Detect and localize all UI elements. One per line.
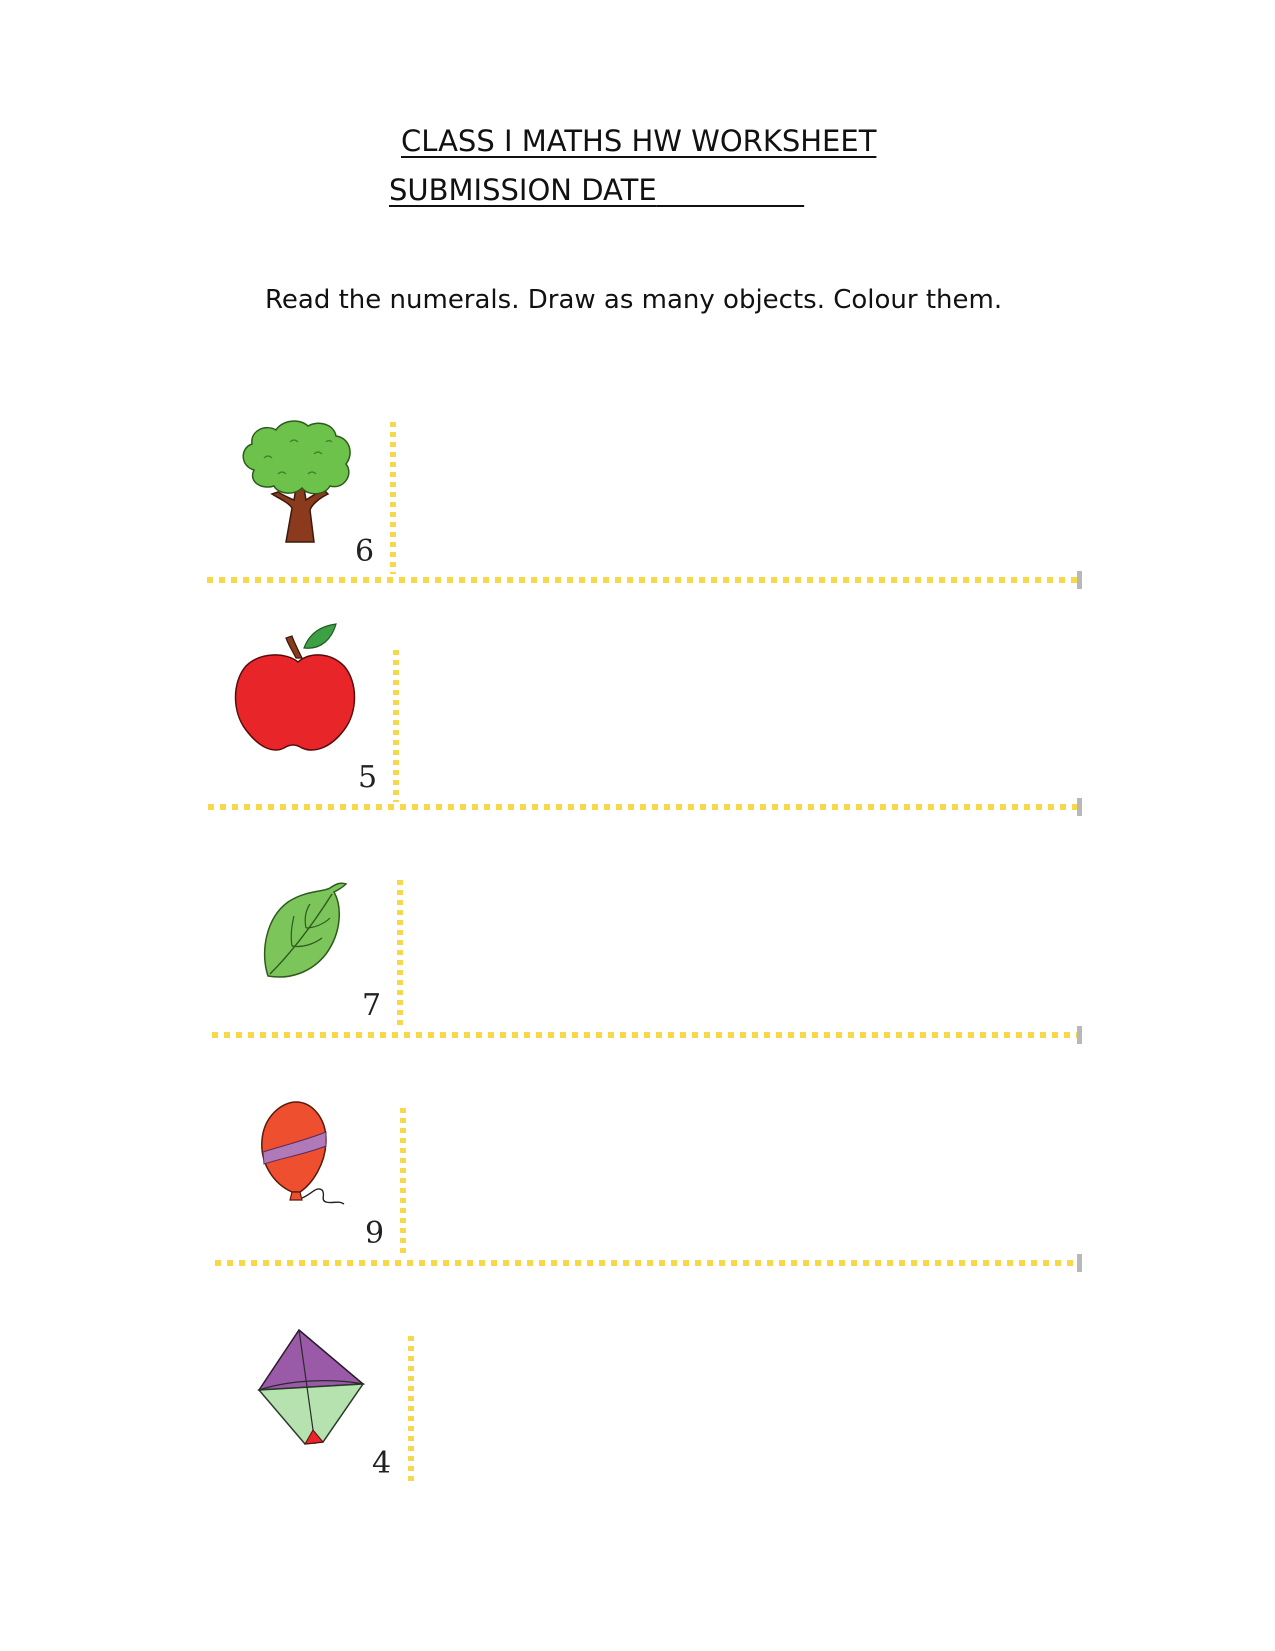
dotted-divider: [400, 1108, 406, 1256]
submission-date-label: [389, 173, 804, 207]
dotted-row-line: [208, 804, 1079, 810]
numeral-label: 4: [372, 1446, 392, 1481]
submission-date-text: SUBMISSION DATE: [389, 173, 657, 207]
dotted-row-line: [207, 577, 1079, 583]
instruction-text: Read the numerals. Draw as many objects. Colour them.: [265, 285, 1003, 315]
dotted-divider: [390, 422, 396, 574]
worksheet-title: CLASS I MATHS HW WORKSHEET: [401, 124, 877, 158]
numeral-label: 9: [365, 1216, 385, 1251]
dotted-divider: [393, 650, 399, 802]
dotted-divider: [397, 880, 403, 1028]
row-endcap: [1077, 571, 1082, 589]
drawing-area[interactable]: [400, 415, 1070, 570]
tree-icon: [234, 418, 360, 544]
dotted-divider: [408, 1336, 414, 1486]
leaf-icon: [262, 882, 348, 982]
row-endcap: [1077, 1026, 1082, 1044]
row-endcap: [1077, 1254, 1082, 1272]
numeral-label: 5: [358, 760, 378, 795]
numeral-label: 7: [362, 988, 382, 1023]
dotted-row-line: [212, 1032, 1079, 1038]
balloon-icon: [260, 1100, 352, 1210]
dotted-row-line: [215, 1260, 1079, 1266]
drawing-area[interactable]: [412, 1090, 1070, 1250]
apple-icon: [232, 622, 362, 757]
drawing-area[interactable]: [405, 630, 1070, 790]
kite-icon: [255, 1328, 367, 1448]
drawing-area[interactable]: [410, 860, 1070, 1020]
drawing-area[interactable]: [420, 1320, 1070, 1490]
numeral-label: 6: [355, 534, 375, 569]
row-endcap: [1077, 798, 1082, 816]
submission-date-blank[interactable]: [657, 173, 805, 207]
